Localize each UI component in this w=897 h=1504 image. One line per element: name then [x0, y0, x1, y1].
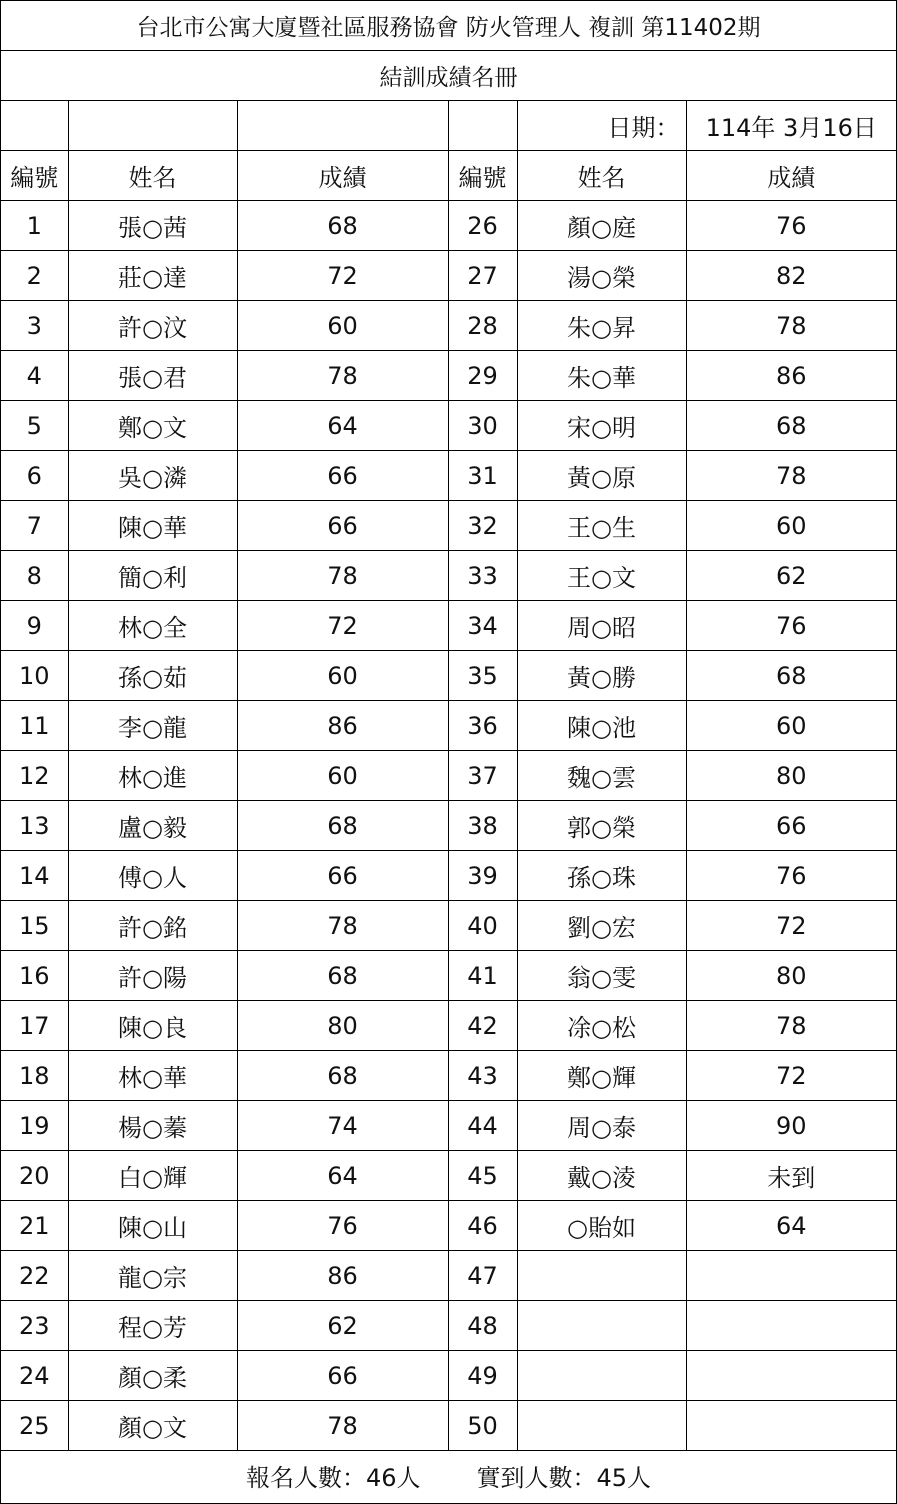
row-name-left: 李○龍: [68, 701, 237, 751]
row-name-left: 許○銘: [68, 901, 237, 951]
row-name-right: 湯○榮: [517, 251, 686, 301]
row-score-right: 78: [686, 301, 896, 351]
table-row: [1, 701, 896, 751]
row-score-right: 76: [686, 201, 896, 251]
row-score-right: 62: [686, 551, 896, 601]
title-row: [1, 1, 896, 51]
row-name-left: 楊○蓁: [68, 1101, 237, 1151]
row-no-left: 12: [1, 751, 68, 801]
row-name-right: 郭○榮: [517, 801, 686, 851]
row-no-right: 44: [448, 1101, 517, 1151]
row-name-left: 陳○良: [68, 1001, 237, 1051]
row-score-left: 78: [237, 351, 448, 401]
row-no-right: 41: [448, 951, 517, 1001]
row-score-left: 74: [237, 1101, 448, 1151]
table-row: [1, 1051, 896, 1101]
registered-count: 報名人數：46人: [245, 1464, 421, 1492]
roster-table: [1, 1, 896, 1500]
table-row: [1, 1101, 896, 1151]
date-value: 114年 3月16日: [686, 101, 896, 151]
row-name-right: 陳○池: [517, 701, 686, 751]
row-name-left: 龍○宗: [68, 1251, 237, 1301]
row-score-left: 66: [237, 1351, 448, 1401]
row-name-right: [517, 1251, 686, 1301]
table-row: [1, 901, 896, 951]
row-score-left: 78: [237, 1401, 448, 1451]
subtitle-row: [1, 51, 896, 101]
row-name-left: 孫○茹: [68, 651, 237, 701]
row-name-right: 黃○原: [517, 451, 686, 501]
attendance-summary: [1, 1451, 896, 1501]
row-score-right: 64: [686, 1201, 896, 1251]
row-score-right: 82: [686, 251, 896, 301]
row-no-left: 20: [1, 1151, 68, 1201]
row-no-right: 30: [448, 401, 517, 451]
row-score-left: 66: [237, 451, 448, 501]
row-name-left: 張○茜: [68, 201, 237, 251]
row-score-right: 78: [686, 1001, 896, 1051]
row-score-left: 64: [237, 1151, 448, 1201]
row-no-left: 25: [1, 1401, 68, 1451]
row-score-right: 未到: [686, 1151, 896, 1201]
row-no-left: 6: [1, 451, 68, 501]
table-row: [1, 551, 896, 601]
row-score-right: 72: [686, 1051, 896, 1101]
row-no-left: 16: [1, 951, 68, 1001]
table-row: [1, 501, 896, 551]
row-score-right: 66: [686, 801, 896, 851]
row-name-left: 程○芳: [68, 1301, 237, 1351]
table-row: [1, 1001, 896, 1051]
blank-cell: [1, 101, 68, 151]
row-no-right: 28: [448, 301, 517, 351]
row-no-right: 33: [448, 551, 517, 601]
row-no-left: 17: [1, 1001, 68, 1051]
row-no-right: 34: [448, 601, 517, 651]
header-row: [1, 151, 896, 201]
row-no-left: 21: [1, 1201, 68, 1251]
row-score-right: [686, 1301, 896, 1351]
row-no-left: 2: [1, 251, 68, 301]
row-no-right: 42: [448, 1001, 517, 1051]
header-no-left: 編號: [1, 151, 68, 201]
header-score-left: 成績: [237, 151, 448, 201]
row-name-left: 許○陽: [68, 951, 237, 1001]
row-score-left: 64: [237, 401, 448, 451]
row-no-right: 38: [448, 801, 517, 851]
row-name-left: 林○全: [68, 601, 237, 651]
row-no-left: 14: [1, 851, 68, 901]
table-row: [1, 1201, 896, 1251]
row-score-right: [686, 1351, 896, 1401]
header-score-right: 成績: [686, 151, 896, 201]
row-no-right: 45: [448, 1151, 517, 1201]
table-row: [1, 401, 896, 451]
row-name-right: 劉○宏: [517, 901, 686, 951]
row-name-right: [517, 1401, 686, 1451]
row-name-left: 盧○毅: [68, 801, 237, 851]
row-no-right: 43: [448, 1051, 517, 1101]
row-no-right: 27: [448, 251, 517, 301]
row-score-right: 68: [686, 401, 896, 451]
row-no-left: 8: [1, 551, 68, 601]
table-row: [1, 951, 896, 1001]
row-name-left: 林○進: [68, 751, 237, 801]
row-name-left: 陳○山: [68, 1201, 237, 1251]
row-score-right: 80: [686, 951, 896, 1001]
row-no-left: 18: [1, 1051, 68, 1101]
row-score-left: 68: [237, 201, 448, 251]
row-name-left: 傅○人: [68, 851, 237, 901]
row-no-left: 10: [1, 651, 68, 701]
row-score-left: 78: [237, 901, 448, 951]
row-name-right: 周○泰: [517, 1101, 686, 1151]
row-name-right: 凃○松: [517, 1001, 686, 1051]
table-row: [1, 351, 896, 401]
row-name-right: 翁○雯: [517, 951, 686, 1001]
attended-count: 實到人數：45人: [476, 1464, 652, 1492]
row-score-left: 72: [237, 251, 448, 301]
row-score-left: 68: [237, 801, 448, 851]
row-name-left: 顏○文: [68, 1401, 237, 1451]
row-no-right: 47: [448, 1251, 517, 1301]
row-score-right: 72: [686, 901, 896, 951]
header-name-left: 姓名: [68, 151, 237, 201]
row-score-left: 80: [237, 1001, 448, 1051]
table-row: [1, 301, 896, 351]
row-name-right: 王○生: [517, 501, 686, 551]
row-no-left: 23: [1, 1301, 68, 1351]
row-score-right: 78: [686, 451, 896, 501]
row-score-right: [686, 1251, 896, 1301]
row-name-right: 宋○明: [517, 401, 686, 451]
row-no-right: 49: [448, 1351, 517, 1401]
row-no-left: 1: [1, 201, 68, 251]
row-no-left: 22: [1, 1251, 68, 1301]
table-row: [1, 1351, 896, 1401]
row-no-right: 46: [448, 1201, 517, 1251]
row-no-left: 24: [1, 1351, 68, 1401]
row-score-left: 66: [237, 501, 448, 551]
row-name-right: 朱○昇: [517, 301, 686, 351]
table-row: [1, 651, 896, 701]
row-no-left: 19: [1, 1101, 68, 1151]
row-no-left: 13: [1, 801, 68, 851]
row-score-right: 90: [686, 1101, 896, 1151]
row-score-left: 76: [237, 1201, 448, 1251]
row-score-left: 62: [237, 1301, 448, 1351]
table-row: [1, 451, 896, 501]
row-name-right: 黃○勝: [517, 651, 686, 701]
table-row: [1, 251, 896, 301]
row-score-right: 86: [686, 351, 896, 401]
row-no-left: 3: [1, 301, 68, 351]
row-no-left: 5: [1, 401, 68, 451]
table-row: [1, 751, 896, 801]
row-name-right: 戴○淩: [517, 1151, 686, 1201]
row-name-right: [517, 1351, 686, 1401]
row-score-left: 86: [237, 701, 448, 751]
row-no-right: 50: [448, 1401, 517, 1451]
blank-cell: [237, 101, 448, 151]
table-row: [1, 201, 896, 251]
row-score-right: 60: [686, 501, 896, 551]
row-name-left: 許○汶: [68, 301, 237, 351]
footer-row: [1, 1451, 896, 1501]
table-row: [1, 851, 896, 901]
row-name-right: 朱○華: [517, 351, 686, 401]
table-row: [1, 1151, 896, 1201]
row-score-right: 68: [686, 651, 896, 701]
row-score-right: 76: [686, 601, 896, 651]
row-name-left: 吳○潾: [68, 451, 237, 501]
row-name-left: 林○華: [68, 1051, 237, 1101]
row-name-left: 莊○達: [68, 251, 237, 301]
row-name-left: 簡○利: [68, 551, 237, 601]
row-name-left: 白○輝: [68, 1151, 237, 1201]
row-score-left: 78: [237, 551, 448, 601]
date-label: 日期：: [517, 101, 686, 151]
row-no-right: 40: [448, 901, 517, 951]
blank-cell: [448, 101, 517, 151]
row-name-left: 顏○柔: [68, 1351, 237, 1401]
row-no-right: 39: [448, 851, 517, 901]
row-score-left: 72: [237, 601, 448, 651]
row-no-right: 35: [448, 651, 517, 701]
row-score-right: 60: [686, 701, 896, 751]
row-no-left: 7: [1, 501, 68, 551]
row-no-left: 15: [1, 901, 68, 951]
row-no-right: 29: [448, 351, 517, 401]
row-score-left: 66: [237, 851, 448, 901]
row-score-right: 76: [686, 851, 896, 901]
row-score-right: [686, 1401, 896, 1451]
row-score-left: 68: [237, 1051, 448, 1101]
row-name-right: 魏○雲: [517, 751, 686, 801]
row-name-left: 鄭○文: [68, 401, 237, 451]
table-row: [1, 601, 896, 651]
row-no-left: 11: [1, 701, 68, 751]
row-no-right: 26: [448, 201, 517, 251]
row-name-left: 陳○華: [68, 501, 237, 551]
row-score-left: 60: [237, 301, 448, 351]
row-no-right: 31: [448, 451, 517, 501]
row-score-left: 86: [237, 1251, 448, 1301]
row-no-right: 48: [448, 1301, 517, 1351]
table-row: [1, 801, 896, 851]
row-name-right: 鄭○輝: [517, 1051, 686, 1101]
row-no-right: 37: [448, 751, 517, 801]
row-name-right: 顏○庭: [517, 201, 686, 251]
row-score-left: 60: [237, 651, 448, 701]
table-row: [1, 1301, 896, 1351]
row-score-right: 80: [686, 751, 896, 801]
header-no-right: 編號: [448, 151, 517, 201]
row-no-right: 32: [448, 501, 517, 551]
header-name-right: 姓名: [517, 151, 686, 201]
table-row: [1, 1401, 896, 1451]
row-name-left: 張○君: [68, 351, 237, 401]
row-name-right: [517, 1301, 686, 1351]
document-subtitle: 結訓成績名冊: [1, 51, 896, 101]
date-row: [1, 101, 896, 151]
row-name-right: 孫○珠: [517, 851, 686, 901]
row-score-left: 68: [237, 951, 448, 1001]
row-name-right: 周○昭: [517, 601, 686, 651]
blank-cell: [68, 101, 237, 151]
row-name-right: ○貽如: [517, 1201, 686, 1251]
row-name-right: 王○文: [517, 551, 686, 601]
table-row: [1, 1251, 896, 1301]
row-no-right: 36: [448, 701, 517, 751]
row-no-left: 9: [1, 601, 68, 651]
row-score-left: 60: [237, 751, 448, 801]
row-no-left: 4: [1, 351, 68, 401]
document-title: 台北市公寓大廈暨社區服務協會 防火管理人 複訓 第11402期: [1, 1, 896, 51]
